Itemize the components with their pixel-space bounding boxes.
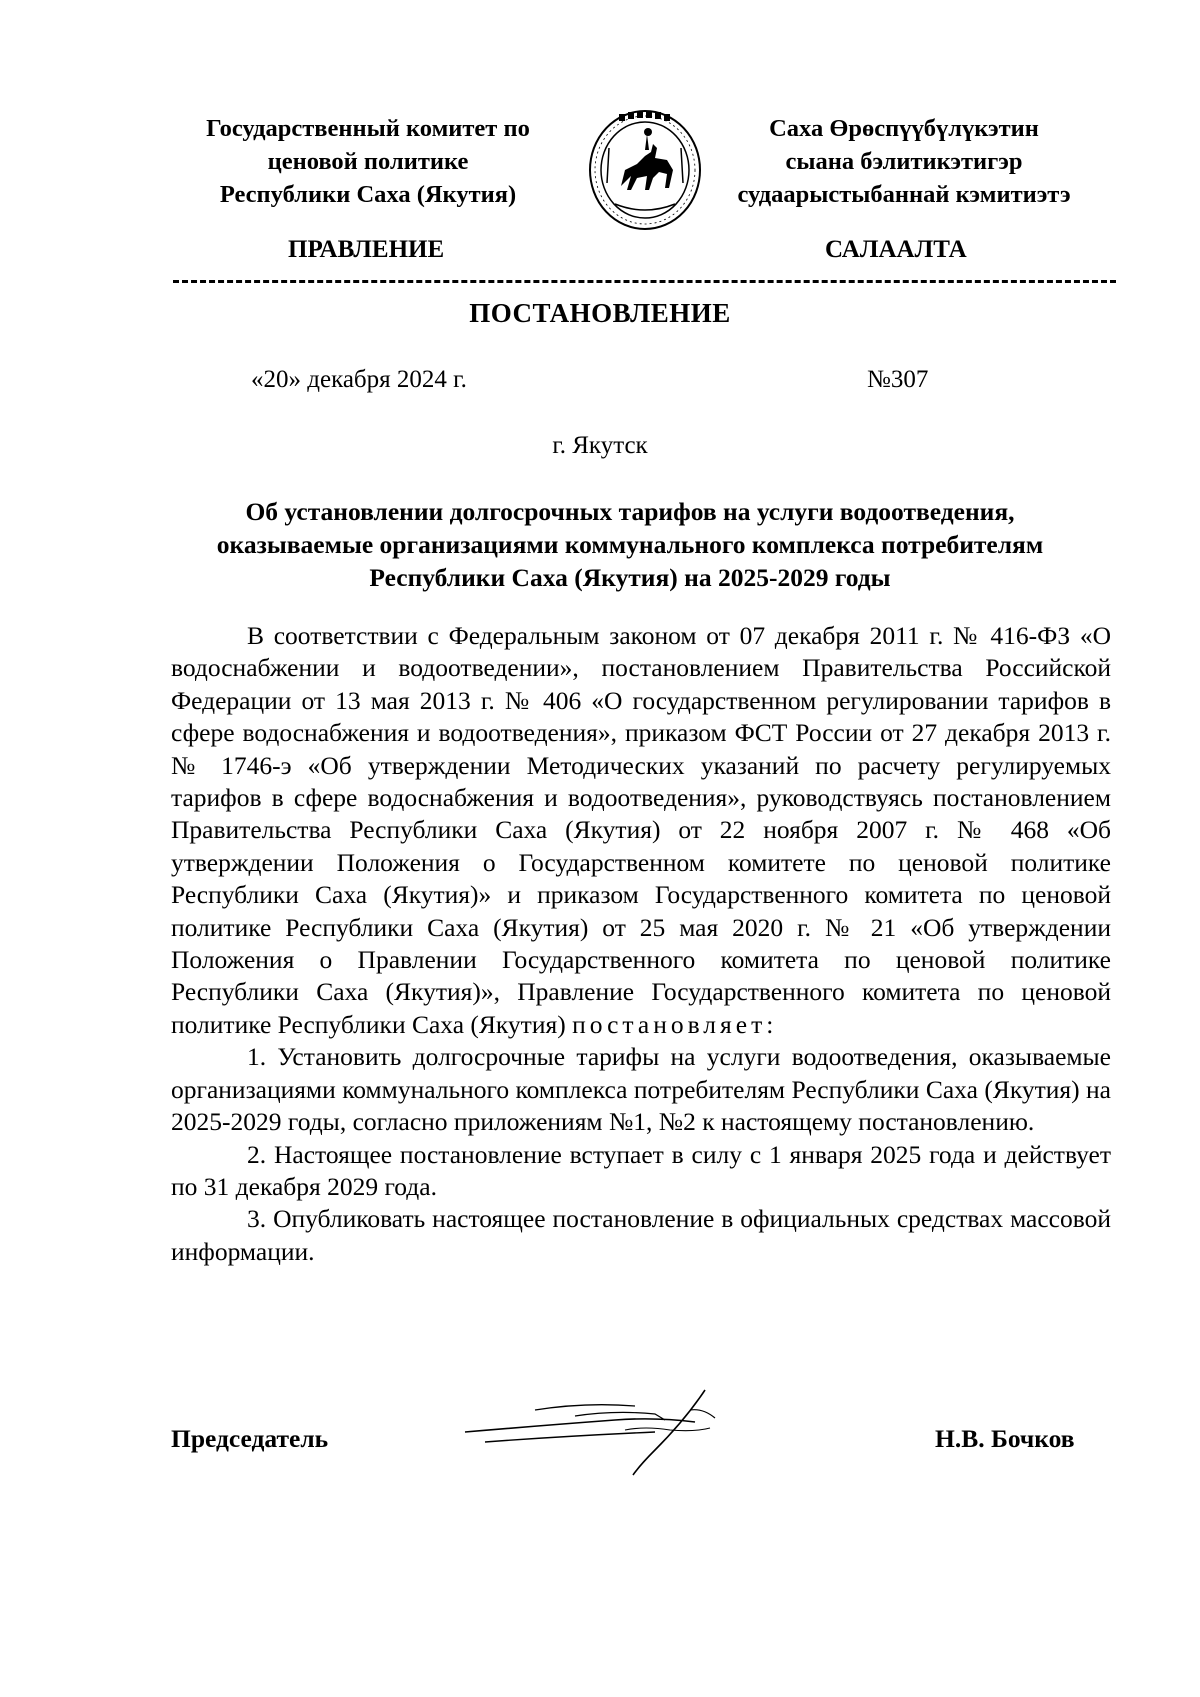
- resolves-text: постановляет:: [572, 1009, 778, 1039]
- item-paragraph: 1. Установить долгосрочные тарифы на услуги водоотведения, оказываемые организациями коммунального комплекса потребителям Республики Саха (Якутия) на 2025-2029 годы, согласно приложениям №1, №2 к настоящему постановлению.: [171, 1042, 1111, 1137]
- signatory-role: Председатель: [171, 1424, 329, 1453]
- header-right-sub: САЛААЛТА: [825, 236, 967, 263]
- document-date: «20» декабря 2024 г.: [251, 366, 467, 393]
- document-city: г. Якутск: [552, 432, 648, 459]
- item-paragraph: 3. Опубликовать настоящее постановление в официальных средствах массовой информации.: [171, 1204, 1111, 1266]
- header-right-line: сыана бэлитикэтигэр: [785, 148, 1023, 175]
- title-line: оказываемые организациями коммунального комплекса потребителям: [216, 530, 1044, 559]
- handwritten-signature: [455, 1370, 765, 1480]
- header-left-line: Республики Саха (Якутия): [219, 181, 517, 208]
- header-left-line: Государственный комитет по: [206, 115, 530, 142]
- dashed-divider: [173, 280, 1116, 283]
- document-type: ПОСТАНОВЛЕНИЕ: [469, 298, 731, 328]
- document-body: [171, 620, 1111, 1268]
- title-line: Об установлении долгосрочных тарифов на услуги водоотведения,: [245, 497, 1015, 526]
- header-left-org: [168, 112, 568, 211]
- signatory-name: Н.В. Бочков: [935, 1424, 1075, 1453]
- preamble-text: В соответствии с Федеральным законом от 07 декабря 2011 г. № 416-ФЗ «О водоснабжении и водоотведении», постановлением Правительства Российской Федерации от 13 мая 2013 г. № 406 «О государственном регулировании тарифов в сфере водоснабжения и водоотведения», приказом ФСТ России от 27 декабря 2013 г. № 1746-э «Об утверждении Методических указаний по расчету регулируемых тарифов в сфере водоснабжения и водоотведения», руководствуясь постановлением Правительства Республики Саха (Якутия) от 22 ноября 2007 г. № 468 «Об утверждении Положения о Государственном комитете по ценовой политике Республики Саха (Якутия)» и приказом Государственного комитета по ценовой политике Республики Саха (Якутия) от 25 мая 2020 г. № 21 «Об утверждении Положения о Правлении Государственного комитета по ценовой политике Республики Саха (Якутия)», Правление Государственного комитета по ценовой политике Республики Саха (Якутия): [171, 621, 1111, 1039]
- coat-of-arms-icon: [585, 108, 705, 232]
- header-right-line: Саха Өрөспүүбүлүкэтин: [769, 115, 1039, 142]
- header-left-line: ценовой политике: [267, 148, 469, 175]
- item-paragraph: 2. Настоящее постановление вступает в силу с 1 января 2025 года и действует по 31 декабря 2029 года.: [171, 1139, 1111, 1201]
- preamble-paragraph: [171, 620, 1111, 1041]
- header-right-line: судаарыстыбаннай кэмитиэтэ: [737, 181, 1071, 208]
- header-left-sub: ПРАВЛЕНИЕ: [288, 236, 445, 263]
- title-line: Республики Саха (Якутия) на 2025-2029 годы: [369, 563, 891, 592]
- header-right-org: [704, 112, 1104, 211]
- document-title: [160, 495, 1100, 594]
- document-number: №307: [867, 366, 929, 393]
